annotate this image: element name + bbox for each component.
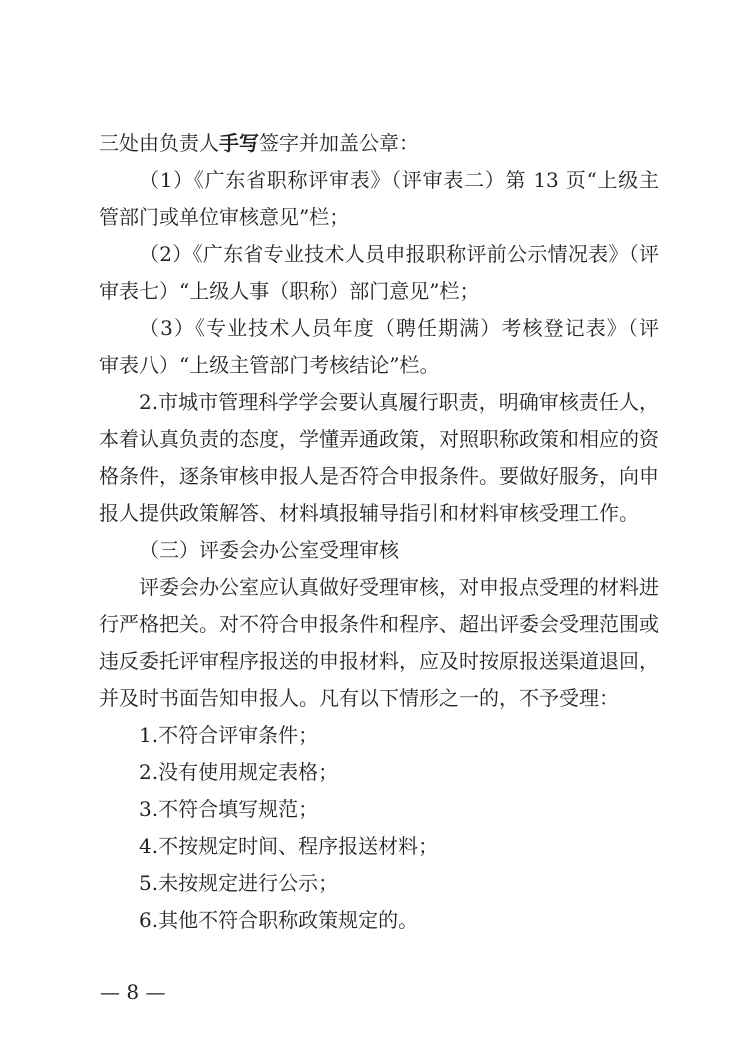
list-item-4: 4.不按规定时间、程序报送材料； (139, 834, 439, 858)
item2-line1: （2）《广东省专业技术人员申报职称评前公示情况表》（评 (139, 242, 659, 266)
list-item-5: 5.未按规定进行公示； (139, 871, 339, 895)
item1-line2: 管部门或单位审核意见”栏； (99, 205, 350, 229)
intro-line (99, 129, 659, 157)
item3-line2: 审表八）“上级主管部门考核结论”栏。 (99, 353, 440, 377)
section3-line4: 并及时书面告知申报人。凡有以下情形之一的，不予受理： (99, 686, 619, 710)
section3-line1: 评委会办公室应认真做好受理审核，对申报点受理的材料进 (139, 575, 659, 599)
intro-text-before: 三处由负责人 (99, 131, 219, 155)
list-item-3: 3.不符合填写规范； (139, 797, 319, 821)
list-item-1: 1.不符合评审条件； (139, 723, 319, 747)
item2-line2: 审表七）“上级人事（职称）部门意见”栏； (99, 279, 480, 303)
para2-line2: 本着认真负责的态度，学懂弄通政策，对照职称政策和相应的资 (99, 427, 659, 451)
para2-line3: 格条件，逐条审核申报人是否符合申报条件。要做好服务，向申 (99, 464, 659, 488)
para2-line1: 2.市城市管理科学学会要认真履行职责，明确审核责任人， (139, 390, 659, 414)
item1-line1: （1）《广东省职称评审表》（评审表二）第 13 页“上级主 (139, 168, 659, 192)
page-number: — 8 — (100, 980, 166, 1004)
intro-emphasis: 手写 (219, 131, 259, 155)
list-item-6: 6.其他不符合职称政策规定的。 (139, 908, 419, 932)
section3-line3: 违反委托评审程序报送的申报材料，应及时按原报送渠道退回， (99, 649, 659, 673)
item3-line1: （3）《专业技术人员年度（聘任期满）考核登记表》（评 (139, 316, 659, 340)
list-item-2: 2.没有使用规定表格； (139, 760, 339, 784)
para2-line4: 报人提供政策解答、材料填报辅导指引和材料审核受理工作。 (99, 501, 639, 525)
section3-heading: （三）评委会办公室受理审核 (139, 538, 399, 562)
intro-text-after: 签字并加盖公章： (259, 131, 419, 155)
section3-line2: 行严格把关。对不符合申报条件和程序、超出评委会受理范围或 (99, 612, 659, 636)
